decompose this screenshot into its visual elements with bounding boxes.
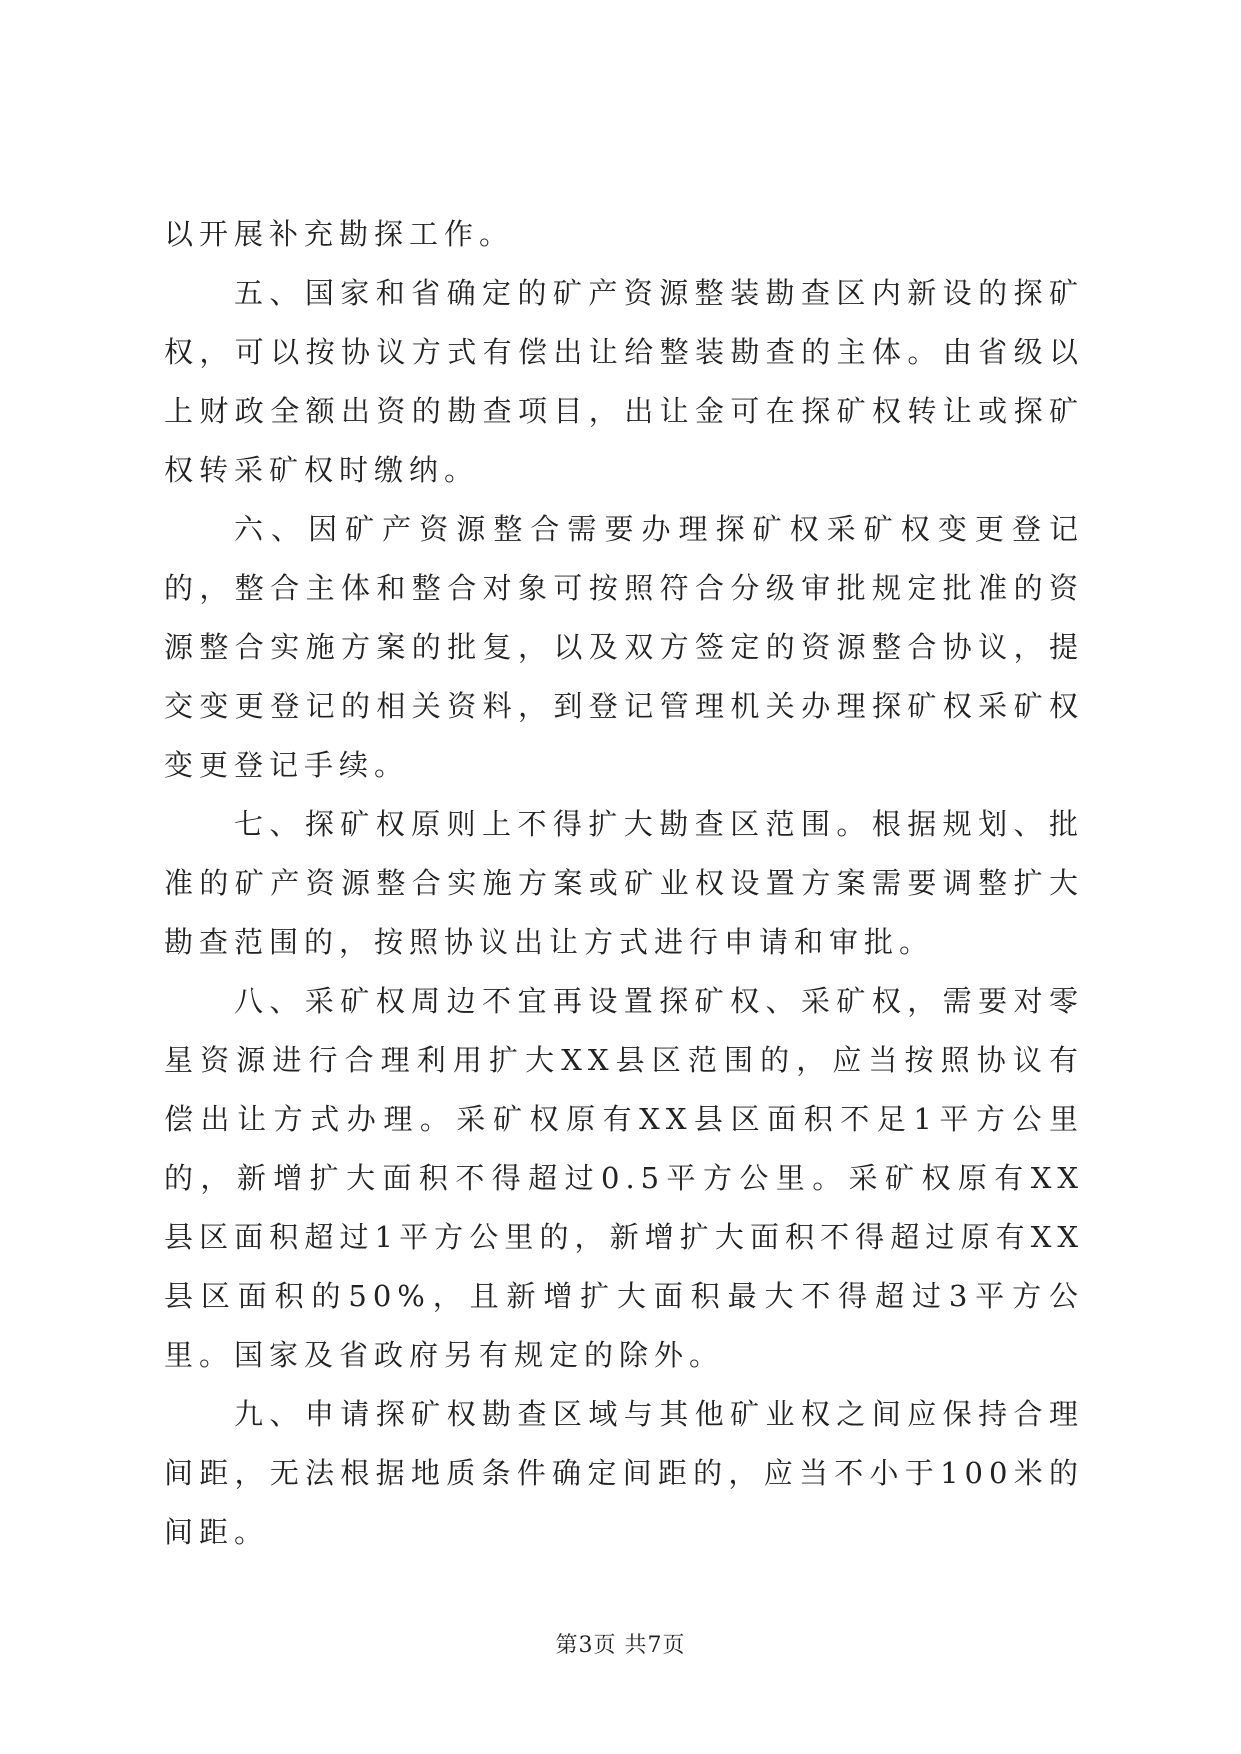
paragraph-article-8: 八、采矿权周边不宜再设置探矿权、采矿权，需要对零星资源进行合理利用扩大XX县区范围的，应当按照协议有偿出让方式办理。采矿权原有XX县区面积不足1平方公里的，新增扩大面积不得超过0.5平方公里。采矿权原有XX县区面积超过1平方公里的，新增扩大面积不得超过原有XX县区面积的50%，且新增扩大面积最大不得超过3平方公里。国家及省政府另有规定的除外。 bbox=[164, 984, 1084, 1372]
paragraph-article-9: 九、申请探矿权勘查区域与其他矿业权之间应保持合理间距，无法根据地质条件确定间距的，应当不小于100米的间距。 bbox=[164, 1397, 1084, 1549]
paragraph-article-7: 七、探矿权原则上不得扩大勘查区范围。根据规划、批准的矿产资源整合实施方案或矿业权设置方案需要调整扩大勘查范围的，按照协议出让方式进行申请和审批。 bbox=[164, 807, 1084, 959]
paragraph-continuation: 以开展补充勘探工作。 bbox=[164, 217, 515, 251]
paragraph-article-6: 六、因矿产资源整合需要办理探矿权采矿权变更登记的，整合主体和整合对象可按照符合分级审批规定批准的资源整合实施方案的批复，以及双方签定的资源整合协议，提交变更登记的相关资料，到登记管理机关办理探矿权采矿权变更登记手续。 bbox=[164, 512, 1084, 782]
document-body bbox=[164, 205, 1084, 1562]
page-number-footer: 第3页 共7页 bbox=[555, 1633, 686, 1658]
paragraph-article-5: 五、国家和省确定的矿产资源整装勘查区内新设的探矿权，可以按协议方式有偿出让给整装勘查的主体。由省级以上财政全额出资的勘查项目，出让金可在探矿权转让或探矿权转采矿权时缴纳。 bbox=[164, 276, 1084, 487]
